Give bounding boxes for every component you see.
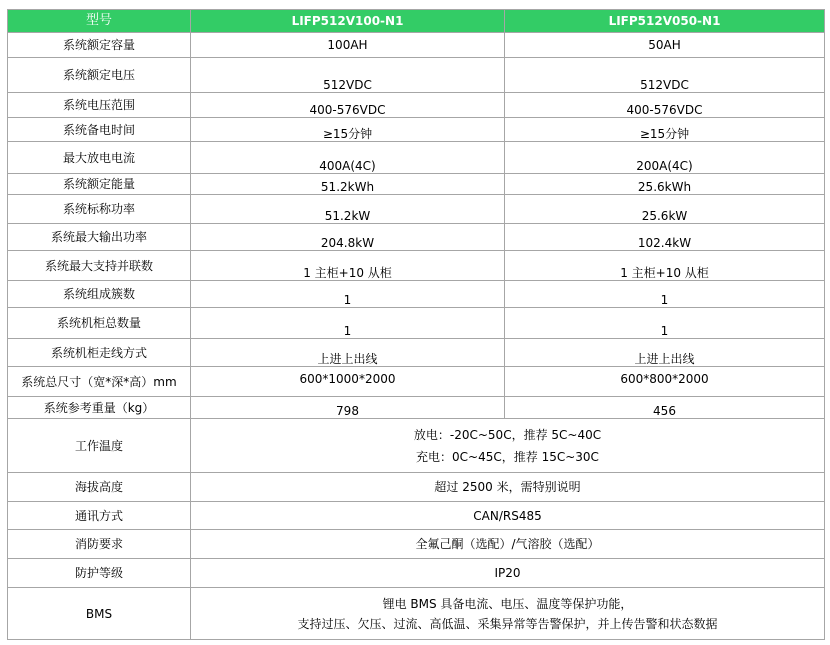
table-row-merged [8,588,825,640]
table-row-merged [8,530,825,559]
table-row [8,281,825,308]
row-value-a: 400A(4C) [191,142,505,174]
row-label: 最大放电电流 [8,142,191,174]
row-value-b: 102.4kW [505,224,825,251]
table-row [8,224,825,251]
table-row-merged [8,419,825,473]
row-value-a: 1 [191,308,505,339]
merged-line: 超过 2500 米，需特别说明 [434,480,581,494]
row-label: 通讯方式 [8,502,191,530]
row-value-merged [191,559,825,588]
row-label: 海拔高度 [8,473,191,502]
row-value-a: 51.2kWh [191,174,505,195]
row-value-a: 上进上出线 [191,339,505,367]
row-value-merged [191,502,825,530]
row-value-b: 1 [505,281,825,308]
row-value-a: 51.2kW [191,195,505,224]
row-label: 系统参考重量（kg） [8,397,191,419]
merged-line: 支持过压、欠压、过流、高低温、采集异常等告警保护，并上传告警和状态数据 [297,616,718,631]
row-label: 消防要求 [8,530,191,559]
row-label: 系统额定能量 [8,174,191,195]
row-value-a: 798 [191,397,505,419]
row-label: 系统最大支持并联数 [8,251,191,281]
merged-line: IP20 [494,566,521,580]
table-row-merged [8,473,825,502]
row-value-b: 1 主柜+10 从柜 [505,251,825,281]
header-model-a: LIFP512V100-N1 [191,10,505,33]
table-row [8,118,825,142]
row-value-b: 1 [505,308,825,339]
row-label: 系统标称功率 [8,195,191,224]
row-label: 系统最大输出功率 [8,224,191,251]
table-row [8,397,825,419]
table-row [8,93,825,118]
row-value-a: 400-576VDC [191,93,505,118]
spec-table [7,9,825,640]
table-row [8,33,825,58]
row-value-merged [191,473,825,502]
row-label: 系统额定电压 [8,58,191,93]
row-value-a: 512VDC [191,58,505,93]
row-label: BMS [8,588,191,640]
table-row [8,174,825,195]
row-value-b: 25.6kW [505,195,825,224]
row-label: 系统总尺寸（宽*深*高）mm [8,367,191,397]
table-header-row [8,10,825,33]
row-value-b: 456 [505,397,825,419]
row-value-a: 1 主柜+10 从柜 [191,251,505,281]
row-value-b: 512VDC [505,58,825,93]
table-row [8,308,825,339]
row-value-merged [191,588,825,640]
row-value-b: ≥15分钟 [505,118,825,142]
header-model-label: 型号 [8,10,191,33]
row-label: 系统备电时间 [8,118,191,142]
row-value-b: 上进上出线 [505,339,825,367]
row-label: 系统电压范围 [8,93,191,118]
row-value-a: 1 [191,281,505,308]
table-row [8,367,825,397]
row-value-b: 200A(4C) [505,142,825,174]
table-row [8,339,825,367]
table-row-merged [8,559,825,588]
row-value-a: 100AH [191,33,505,58]
merged-line: 放电：-20C~50C，推荐 5C~40C [413,427,602,442]
row-value-b: 600*800*2000 [505,367,825,397]
table-row [8,195,825,224]
merged-line: CAN/RS485 [473,508,542,523]
table-row [8,251,825,281]
row-value-a: 204.8kW [191,224,505,251]
table-row [8,58,825,93]
row-value-b: 25.6kWh [505,174,825,195]
row-label: 系统机柜总数量 [8,308,191,339]
row-value-a: ≥15分钟 [191,118,505,142]
row-label: 系统额定容量 [8,33,191,58]
row-label: 防护等级 [8,559,191,588]
merged-line: 充电：0C~45C，推荐 15C~30C [416,449,599,464]
row-label: 系统组成簇数 [8,281,191,308]
table-row [8,142,825,174]
merged-line: 锂电 BMS 具备电流、电压、温度等保护功能， [382,596,633,611]
row-label: 系统机柜走线方式 [8,339,191,367]
merged-line: 全氟己酮（选配）/气溶胶（选配） [415,537,600,551]
row-value-b: 400-576VDC [505,93,825,118]
row-value-a: 600*1000*2000 [191,367,505,397]
row-value-merged [191,419,825,473]
row-value-merged [191,530,825,559]
row-label: 工作温度 [8,419,191,473]
header-model-b: LIFP512V050-N1 [505,10,825,33]
table-row-merged [8,502,825,530]
row-value-b: 50AH [505,33,825,58]
